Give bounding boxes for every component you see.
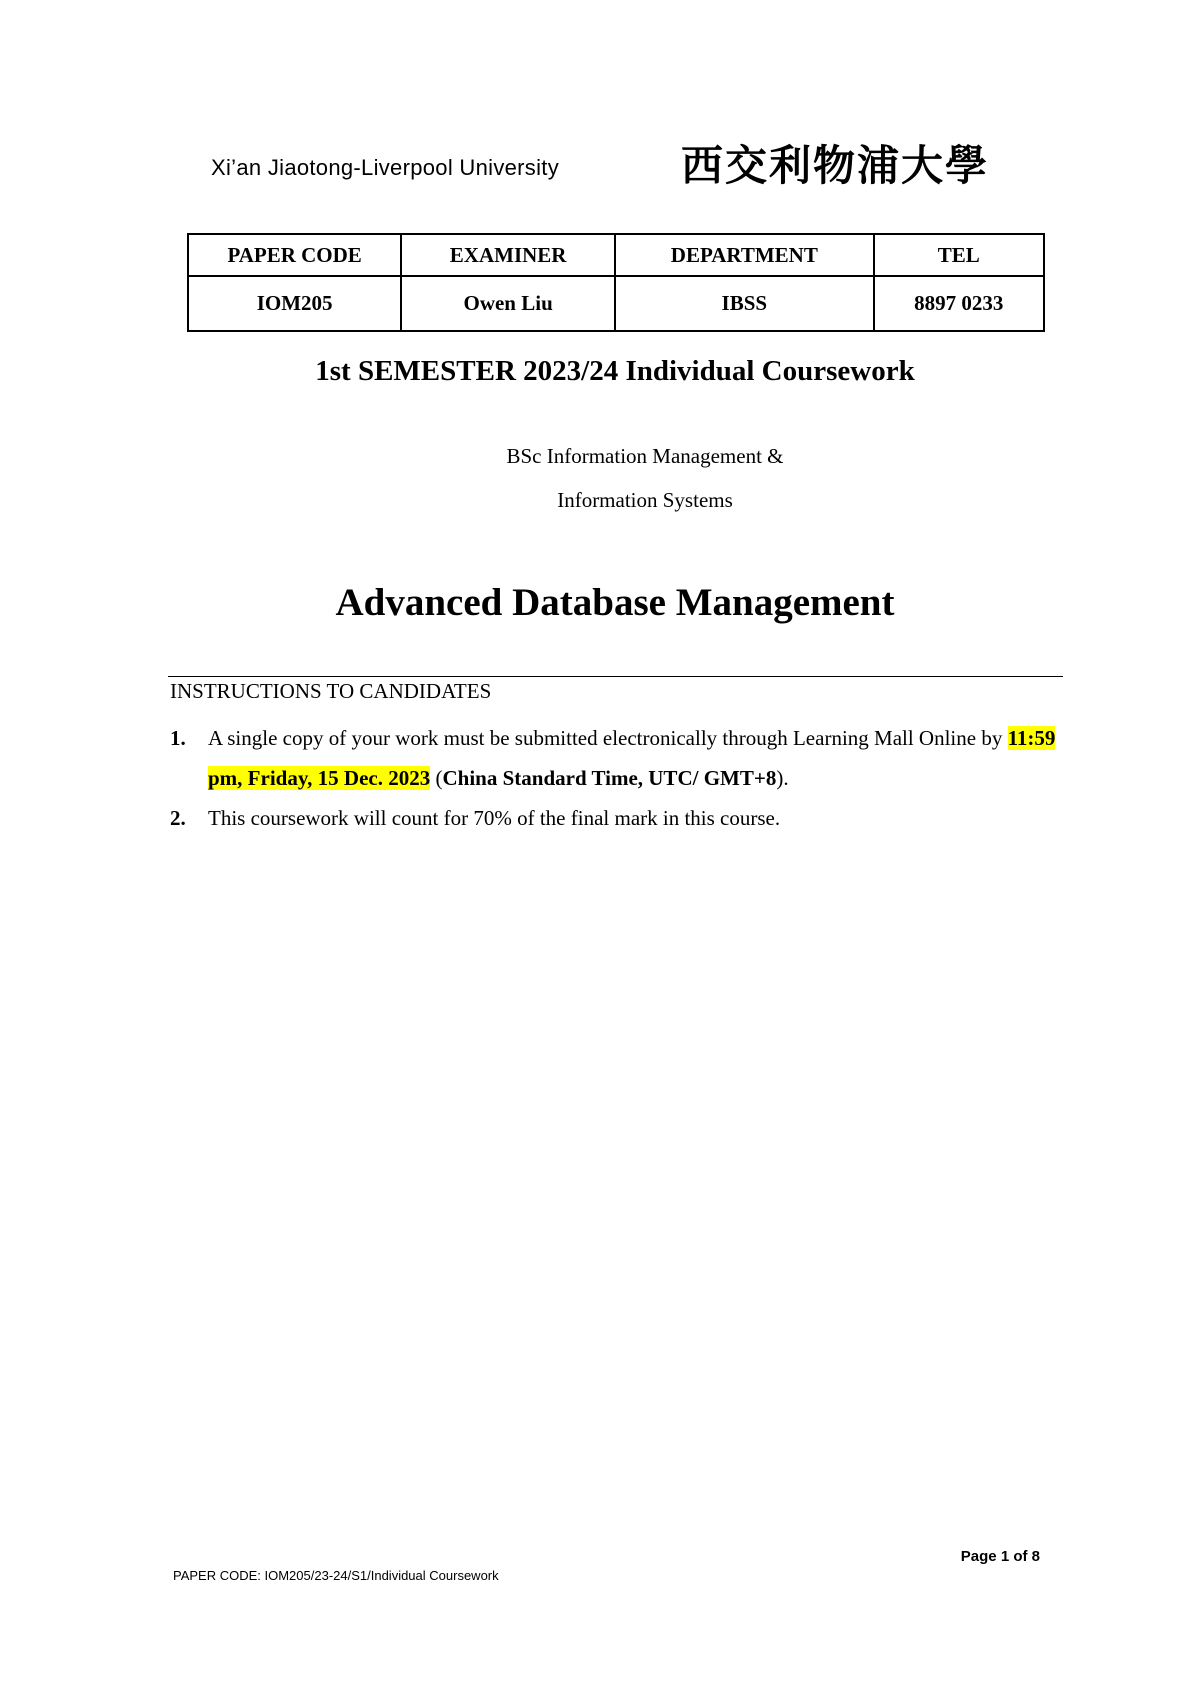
semester-title: 1st SEMESTER 2023/24 Individual Coursework — [315, 355, 915, 387]
instruction-number-1: 1. — [170, 726, 186, 750]
course-title: Advanced Database Management — [335, 581, 895, 624]
university-logo-cn: 西交利物浦大學 — [681, 141, 990, 190]
examiner-value: Owen Liu — [401, 276, 615, 331]
instruction-text-1b: ( — [430, 766, 443, 790]
instructions-heading: INSTRUCTIONS TO CANDIDATES — [170, 679, 492, 703]
paper-info-value-row — [188, 276, 1044, 331]
department-header: DEPARTMENT — [615, 234, 874, 276]
paper-code-header: PAPER CODE — [188, 234, 401, 276]
programme-line-1: BSc Information Management & — [506, 444, 784, 468]
tel-header: TEL — [874, 234, 1044, 276]
instructions-list — [170, 718, 1060, 838]
divider — [168, 676, 1063, 677]
programme-line-2: Information Systems — [557, 488, 733, 512]
timezone-text: China Standard Time, UTC/ GMT+8 — [442, 766, 777, 790]
university-header — [211, 141, 1031, 205]
university-name-en: Xi’an Jiaotong-Liverpool University — [211, 155, 559, 180]
deadline-highlight: 11:59 pm, Friday, 15 Dec. 2023 — [208, 726, 1056, 790]
instruction-text-2: This coursework will count for 70% of the final mark in this course. — [208, 806, 781, 830]
instruction-text-1c: ). — [776, 766, 789, 790]
examiner-header: EXAMINER — [401, 234, 615, 276]
tel-value: 8897 0233 — [874, 276, 1044, 331]
page-number: Page 1 of 8 — [960, 1548, 1040, 1565]
instruction-number-2: 2. — [170, 806, 186, 830]
instruction-item-1 — [170, 718, 1060, 798]
paper-code-value: IOM205 — [188, 276, 401, 331]
department-value: IBSS — [615, 276, 874, 331]
footer-paper-code: PAPER CODE: IOM205/23-24/S1/Individual Coursework — [173, 1568, 499, 1583]
instruction-text-1a: A single copy of your work must be submitted electronically through Learning Mall Online by — [208, 726, 1008, 750]
paper-info-header-row — [188, 234, 1044, 276]
instruction-item-2 — [170, 798, 1060, 838]
paper-info-table — [187, 233, 1045, 332]
